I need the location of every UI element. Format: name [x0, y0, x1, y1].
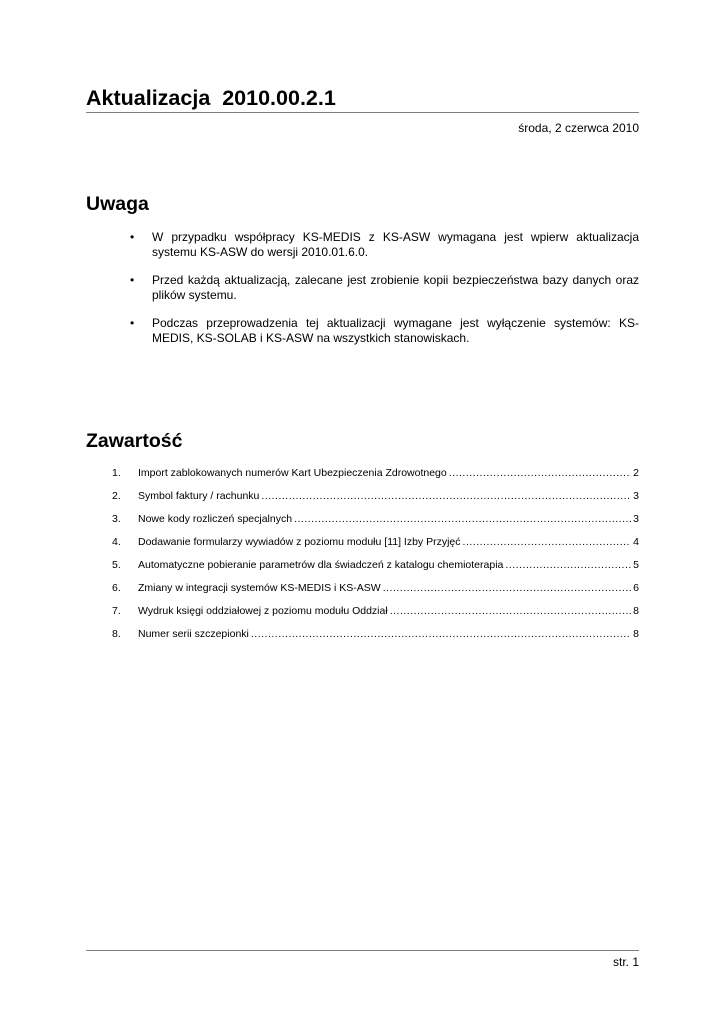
toc-link[interactable]: Wydruk księgi oddziałowej z poziomu modułu Oddział	[138, 605, 388, 617]
toc-link[interactable]: Import zablokowanych numerów Kart Ubezpieczenia Zdrowotnego	[138, 467, 447, 479]
notice-list	[86, 230, 639, 359]
notice-item	[86, 273, 639, 302]
title-divider	[86, 112, 639, 113]
toc-entry[interactable]	[86, 535, 639, 558]
toc-link[interactable]: Nowe kody rozliczeń specjalnych	[138, 513, 293, 525]
toc-page-number[interactable]: 4	[633, 536, 639, 548]
toc-leader	[294, 512, 631, 526]
contents-heading: Zawartość	[86, 430, 183, 452]
toc-leader	[463, 535, 632, 549]
notice-item-text: Przed każdą aktualizacją, zalecane jest zrobienie kopii bezpieczeństwa bazy danych oraz plików systemu.	[152, 273, 639, 302]
toc-number: 5.	[112, 559, 121, 571]
toc-entry[interactable]	[86, 489, 639, 512]
toc-entry[interactable]	[86, 512, 639, 535]
toc-leader	[251, 627, 631, 641]
toc-leader	[449, 466, 631, 480]
notice-item	[86, 230, 639, 259]
notice-item	[86, 316, 639, 345]
notice-item-text: Podczas przeprowadzenia tej aktualizacji wymagane jest wyłączenie systemów: KS-MEDIS, KS-SOLAB i KS-ASW na wszystkich stanowiskach.	[152, 316, 639, 345]
toc-link[interactable]: Automatyczne pobieranie parametrów dla świadczeń z katalogu chemioterapia	[138, 559, 504, 571]
toc-entry[interactable]	[86, 581, 639, 604]
toc-page-number[interactable]: 8	[633, 628, 639, 640]
toc-leader	[261, 489, 631, 503]
toc-page-number[interactable]: 5	[633, 559, 639, 571]
notice-heading: Uwaga	[86, 193, 149, 215]
toc-page-number[interactable]: 8	[633, 605, 639, 617]
toc-number: 3.	[112, 513, 121, 525]
toc-link[interactable]: Zmiany w integracji systemów KS-MEDIS i KS-ASW	[138, 582, 381, 594]
notice-item-text: W przypadku współpracy KS-MEDIS z KS-ASW wymagana jest wpierw aktualizacja systemu KS-ASW do wersji 2010.01.6.0.	[152, 230, 639, 259]
toc-page-number[interactable]: 6	[633, 582, 639, 594]
toc-link[interactable]: Numer serii szczepionki	[138, 628, 249, 640]
toc-number: 7.	[112, 605, 121, 617]
toc-entry[interactable]	[86, 604, 639, 627]
table-of-contents	[86, 466, 639, 650]
document-title: Aktualizacja 2010.00.2.1	[86, 86, 336, 110]
bullet-icon: •	[130, 230, 135, 244]
toc-number: 1.	[112, 467, 121, 479]
toc-link[interactable]: Dodawanie formularzy wywiadów z poziomu modułu [11] Izby Przyjęć	[138, 536, 461, 548]
toc-page-number[interactable]: 2	[633, 467, 639, 479]
toc-leader	[390, 604, 631, 618]
toc-entry[interactable]	[86, 558, 639, 581]
footer-divider	[86, 950, 639, 951]
toc-entry[interactable]	[86, 627, 639, 650]
toc-number: 2.	[112, 490, 121, 502]
toc-number: 6.	[112, 582, 121, 594]
document-date: środa, 2 czerwca 2010	[518, 121, 639, 135]
toc-page-number[interactable]: 3	[633, 513, 639, 525]
toc-entry[interactable]	[86, 466, 639, 489]
toc-link[interactable]: Symbol faktury / rachunku	[138, 490, 260, 502]
toc-leader	[505, 558, 631, 572]
page-number: str. 1	[612, 955, 639, 969]
bullet-icon: •	[130, 273, 135, 287]
toc-number: 8.	[112, 628, 121, 640]
document-page	[86, 0, 639, 1024]
toc-leader	[383, 581, 631, 595]
toc-number: 4.	[112, 536, 121, 548]
toc-page-number[interactable]: 3	[633, 490, 639, 502]
bullet-icon: •	[130, 316, 135, 330]
